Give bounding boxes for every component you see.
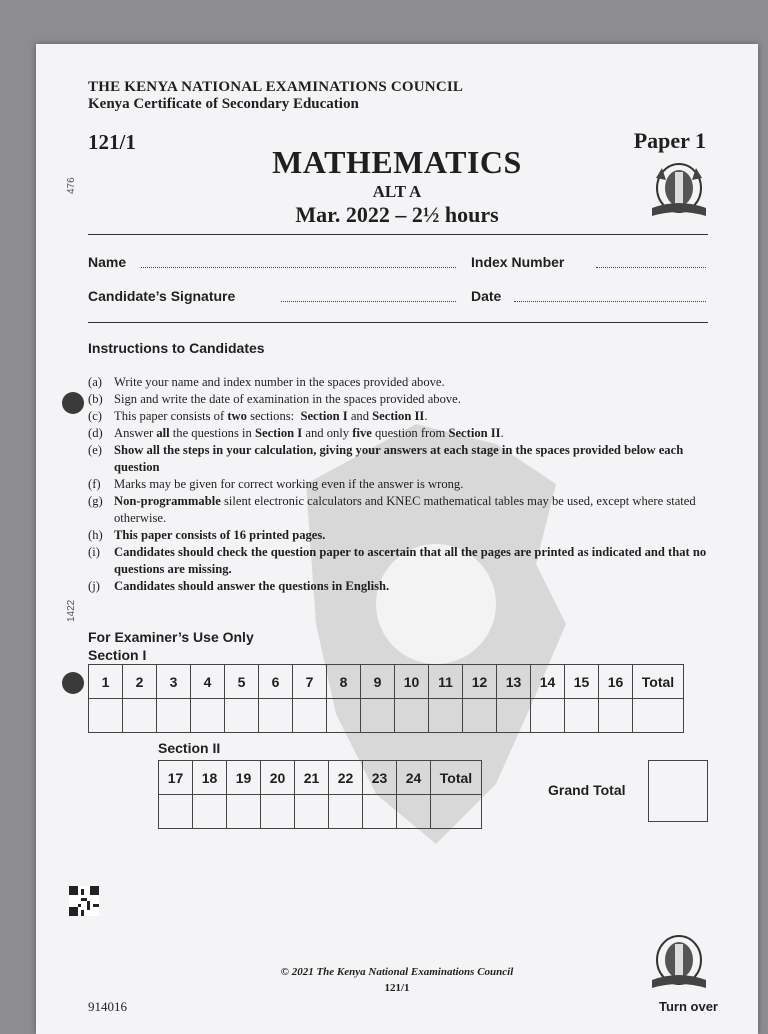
examiner-title: For Examiner’s Use Only [88, 629, 254, 645]
instruction-item: (e) Show all the steps in your calculation, giving your answers at each stage in the spaces provided below each question [88, 443, 684, 474]
section-1-score-cell[interactable] [361, 699, 395, 733]
section-1-header-cell: Total [633, 665, 684, 699]
instruction-item: (b) Sign and write the date of examination in the spaces provided above. [88, 392, 461, 406]
copyright-notice: © 2021 The Kenya National Examinations Council [280, 966, 514, 978]
instruction-item: (h) This paper consists of 16 printed pages. [88, 528, 326, 542]
instruction-item: (i) Candidates should check the question paper to ascertain that all the pages are printed as indicated and that no questions are missing. [88, 545, 707, 576]
section-2-header-cell: 17 [159, 761, 193, 795]
section-1-header-cell: 2 [123, 665, 157, 699]
section-1-score-cell[interactable] [327, 699, 361, 733]
section-1-score-cell[interactable] [123, 699, 157, 733]
name-label: Name [88, 254, 127, 270]
section-1-score-table [88, 664, 684, 733]
section-1-score-cell[interactable] [497, 699, 531, 733]
margin-number-middle: 1422 [66, 599, 77, 622]
section-2-score-cell[interactable] [329, 795, 363, 829]
section-1-header-row [89, 665, 684, 699]
section-2-header-cell: 18 [193, 761, 227, 795]
section-1-label: Section I [88, 647, 147, 663]
section-1-header-cell: 12 [463, 665, 497, 699]
coat-of-arms-icon [648, 158, 710, 224]
section-1-header-cell: 6 [259, 665, 293, 699]
section-2-score-cell[interactable] [295, 795, 329, 829]
index-number-label: Index Number [471, 254, 565, 270]
section-1-score-cell[interactable] [565, 699, 599, 733]
instruction-item: (d) Answer all the questions in Section I and only five question from Section II. [88, 426, 504, 440]
section-2-score-table [158, 760, 482, 829]
section-1-score-cell[interactable] [531, 699, 565, 733]
council-name: THE KENYA NATIONAL EXAMINATIONS COUNCIL [88, 79, 464, 95]
section-2-header-cell: 21 [295, 761, 329, 795]
exam-page [36, 44, 758, 1034]
section-2-score-cell[interactable] [363, 795, 397, 829]
instruction-item: (g) Non-programmable silent electronic calculators and KNEC mathematical tables may be used, except where stated otherwise. [88, 494, 696, 525]
section-2-score-cell[interactable] [431, 795, 482, 829]
binder-hole [62, 392, 84, 414]
section-1-header-cell: 4 [191, 665, 225, 699]
index-number-field[interactable] [596, 255, 706, 268]
section-2-score-cell[interactable] [159, 795, 193, 829]
section-1-score-cell[interactable] [157, 699, 191, 733]
grand-total-label: Grand Total [548, 782, 626, 798]
section-2-header-cell: Total [431, 761, 482, 795]
section-1-score-cell[interactable] [225, 699, 259, 733]
margin-number-top: 476 [66, 177, 77, 194]
alt-label: ALT A [372, 182, 422, 201]
date-label: Date [471, 288, 502, 304]
name-field[interactable] [141, 255, 456, 268]
header-rule [88, 234, 708, 235]
section-2-header-cell: 23 [363, 761, 397, 795]
section-2-score-cell[interactable] [261, 795, 295, 829]
section-1-score-cell[interactable] [599, 699, 633, 733]
section-2-score-row [159, 795, 482, 829]
section-1-header-cell: 7 [293, 665, 327, 699]
instruction-item: (f) Marks may be given for correct working even if the answer is wrong. [88, 477, 464, 491]
section-2-header-row [159, 761, 482, 795]
section-2-score-cell[interactable] [193, 795, 227, 829]
section-1-score-cell[interactable] [259, 699, 293, 733]
section-2-score-cell[interactable] [227, 795, 261, 829]
section-1-score-cell[interactable] [429, 699, 463, 733]
section-2-header-cell: 22 [329, 761, 363, 795]
binder-hole [62, 672, 84, 694]
fields-rule [88, 322, 708, 323]
section-1-header-cell: 16 [599, 665, 633, 699]
section-1-header-cell: 11 [429, 665, 463, 699]
section-1-header-cell: 5 [225, 665, 259, 699]
qr-code-icon [69, 886, 99, 916]
section-1-header-cell: 1 [89, 665, 123, 699]
section-1-score-cell[interactable] [293, 699, 327, 733]
signature-field[interactable] [281, 289, 456, 302]
section-1-header-cell: 10 [395, 665, 429, 699]
grand-total-box[interactable] [648, 760, 708, 822]
exam-date: Mar. 2022 – 2½ hours [295, 202, 499, 227]
section-2-label: Section II [158, 740, 221, 756]
section-1-header-cell: 14 [531, 665, 565, 699]
paper-code: 121/1 [88, 130, 136, 154]
section-2-score-cell[interactable] [397, 795, 431, 829]
instruction-item: (j) Candidates should answer the questions in English. [88, 579, 390, 593]
turn-over-label: Turn over [659, 999, 718, 1014]
instruction-item: (c) This paper consists of two sections: Section I and Section II. [88, 409, 428, 423]
instruction-item: (a) Write your name and index number in the spaces provided above. [88, 375, 445, 389]
certificate-name: Kenya Certificate of Secondary Education [88, 96, 359, 112]
section-1-score-cell[interactable] [191, 699, 225, 733]
section-1-score-cell[interactable] [89, 699, 123, 733]
paper-number: Paper 1 [633, 128, 706, 153]
instructions-title: Instructions to Candidates [88, 340, 265, 356]
section-1-header-cell: 13 [497, 665, 531, 699]
section-1-header-cell: 3 [157, 665, 191, 699]
section-2-header-cell: 20 [261, 761, 295, 795]
section-1-score-row [89, 699, 684, 733]
section-1-header-cell: 8 [327, 665, 361, 699]
signature-label: Candidate’s Signature [88, 288, 236, 304]
examiner-use-title [88, 628, 254, 664]
section-2-header-cell: 19 [227, 761, 261, 795]
date-field[interactable] [514, 289, 706, 302]
section-1-score-cell[interactable] [463, 699, 497, 733]
serial-number: 914016 [88, 999, 127, 1014]
subject-title: MATHEMATICS [272, 144, 522, 180]
instructions-list [88, 374, 718, 595]
section-1-header-cell: 15 [565, 665, 599, 699]
section-1-score-cell[interactable] [633, 699, 684, 733]
section-1-score-cell[interactable] [395, 699, 429, 733]
section-1-header-cell: 9 [361, 665, 395, 699]
section-2-header-cell: 24 [397, 761, 431, 795]
footer-paper-code: 121/1 [384, 982, 410, 994]
